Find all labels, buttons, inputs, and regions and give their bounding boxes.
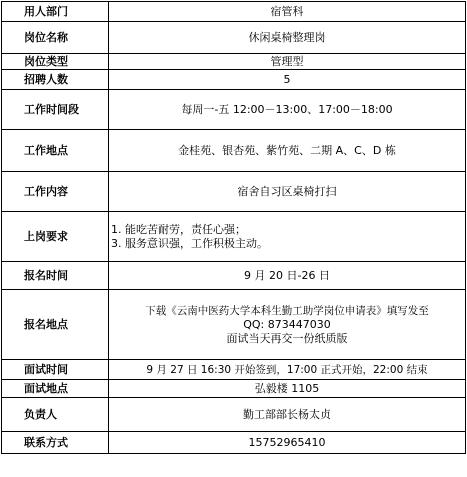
table-row xyxy=(2,70,466,90)
field-label: 岗位名称 xyxy=(2,22,109,54)
table-row xyxy=(2,398,466,432)
field-label: 上岗要求 xyxy=(2,212,109,262)
field-label: 报名地点 xyxy=(2,290,109,360)
field-label: 面试时间 xyxy=(2,360,109,380)
value-line: 每周一-五 12:00－13:00、17:00－18:00 xyxy=(181,102,393,116)
value-line: 宿管科 xyxy=(270,4,304,18)
value-line: 休闲桌椅整理岗 xyxy=(248,30,326,44)
table-row xyxy=(2,360,466,380)
table-row xyxy=(2,90,466,130)
value-line: 勤工部部长杨太贞 xyxy=(243,407,331,421)
value-line: 9 月 27 日 16:30 开始签到，17:00 正式开始，22:00 结束 xyxy=(146,363,428,376)
table-row xyxy=(2,22,466,54)
table-row xyxy=(2,380,466,398)
table-row xyxy=(2,172,466,212)
field-value xyxy=(109,212,466,262)
field-value xyxy=(109,290,466,360)
field-value xyxy=(109,360,466,380)
field-label: 用人部门 xyxy=(2,2,109,22)
table-row xyxy=(2,290,466,360)
value-line: 弘毅楼 1105 xyxy=(254,381,320,395)
value-line: 5 xyxy=(283,72,291,86)
table-row xyxy=(2,212,466,262)
value-line: 9 月 20 日-26 日 xyxy=(244,268,330,282)
field-label: 负责人 xyxy=(2,398,109,432)
value-line: 管理型 xyxy=(270,54,304,68)
field-value xyxy=(109,90,466,130)
field-label: 岗位类型 xyxy=(2,54,109,70)
table-row xyxy=(2,432,466,454)
table-row xyxy=(2,262,466,290)
value-line: 3. 服务意识强，工作积极主动。 xyxy=(111,236,268,250)
table-row xyxy=(2,54,466,70)
value-line: 15752965410 xyxy=(248,435,326,449)
field-label: 工作地点 xyxy=(2,130,109,172)
value-line: 金桂苑、银杏苑、紫竹苑、二期 A、C、D 栋 xyxy=(178,143,396,157)
field-value xyxy=(109,380,466,398)
field-label: 联系方式 xyxy=(2,432,109,454)
field-value xyxy=(109,2,466,22)
field-label: 工作内容 xyxy=(2,172,109,212)
field-label: 招聘人数 xyxy=(2,70,109,90)
field-value xyxy=(109,398,466,432)
field-label: 报名时间 xyxy=(2,262,109,290)
field-label: 面试地点 xyxy=(2,380,109,398)
field-value xyxy=(109,262,466,290)
field-value xyxy=(109,432,466,454)
job-posting-table xyxy=(1,1,466,454)
field-label: 工作时间段 xyxy=(2,90,109,130)
value-line: 1. 能吃苦耐劳，责任心强； xyxy=(111,222,246,236)
field-value xyxy=(109,22,466,54)
value-line: 面试当天再交一份纸质版 xyxy=(226,331,348,345)
field-value xyxy=(109,172,466,212)
field-value xyxy=(109,130,466,172)
value-line: 宿舍自习区桌椅打扫 xyxy=(237,184,337,198)
table-row xyxy=(2,2,466,22)
field-value xyxy=(109,54,466,70)
table-row xyxy=(2,130,466,172)
field-value xyxy=(109,70,466,90)
value-line: 下载《云南中医药大学本科生勤工助学岗位申请表》填写发至 xyxy=(145,304,429,317)
value-line: QQ: 873447030 xyxy=(243,317,331,331)
